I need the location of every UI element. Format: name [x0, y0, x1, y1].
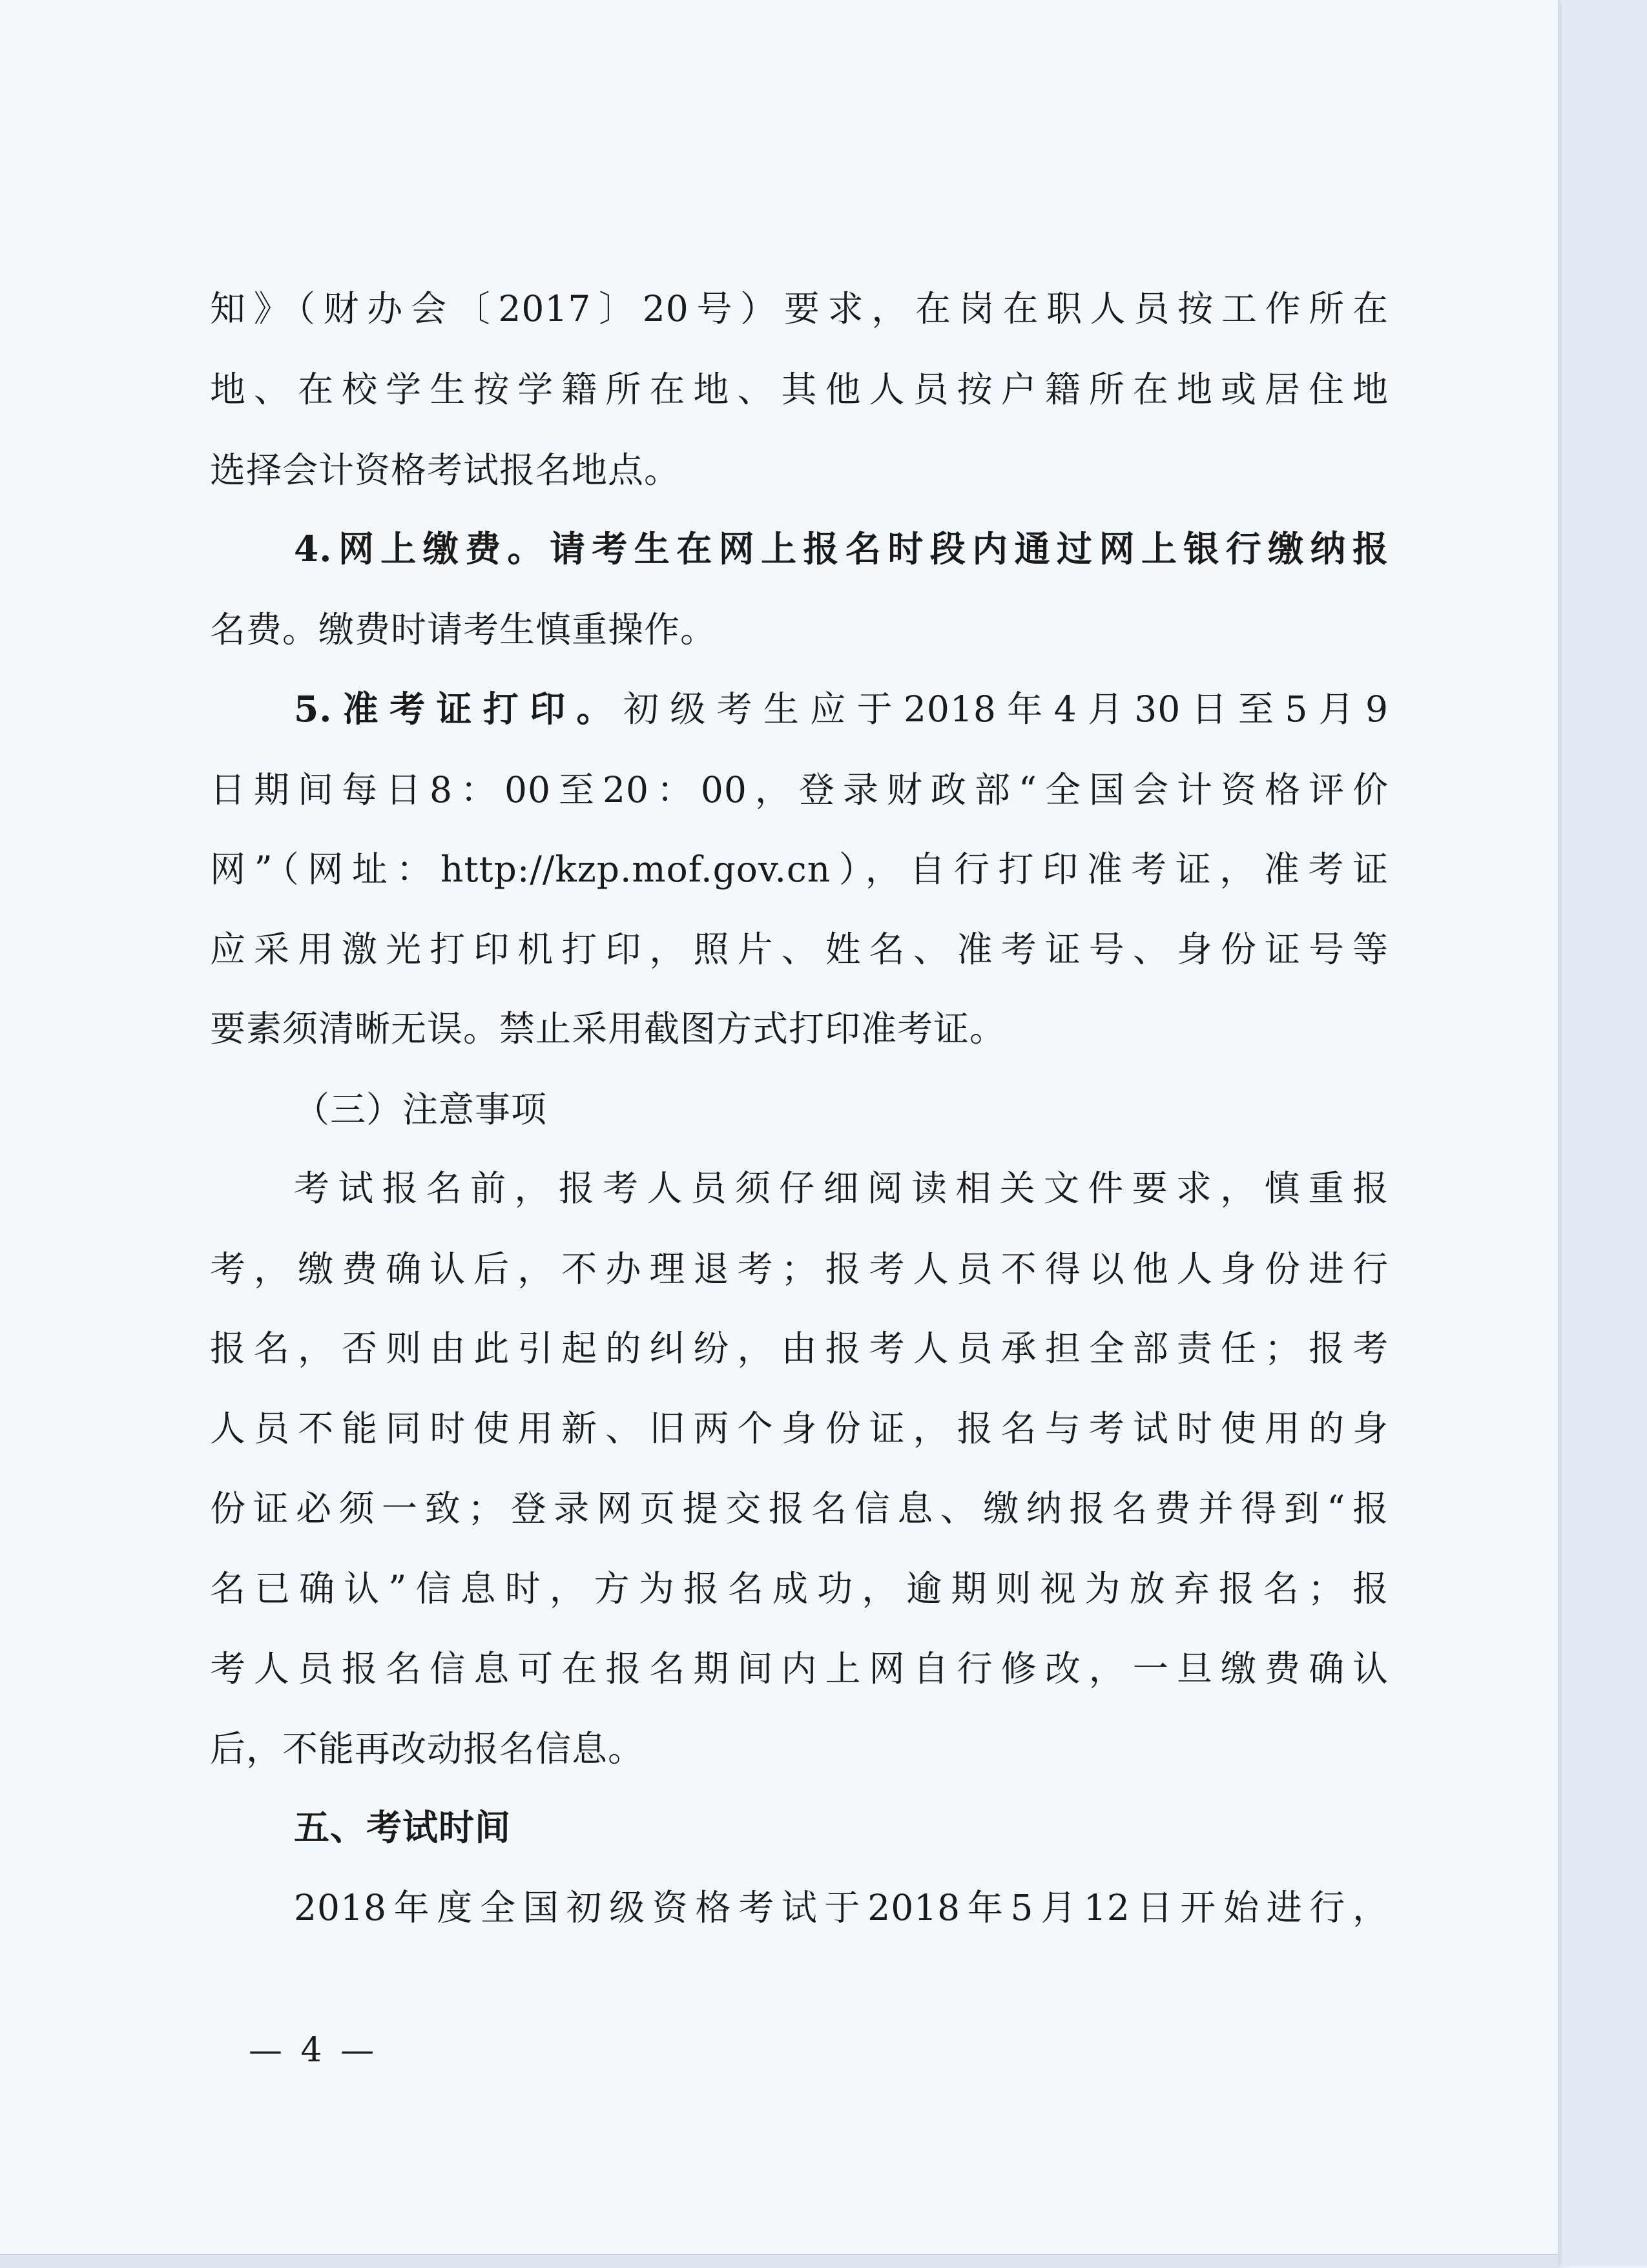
- body-text-line: 地、在校学生按学籍所在地、其他人员按户籍所在地或居住地: [210, 369, 1389, 410]
- body-text-line: 2018年度全国初级资格考试于2018年5月12日开始进行，: [294, 1887, 1389, 1928]
- body-text-line: 知》（财办会〔2017〕20号）要求，在岗在职人员按工作所在: [210, 288, 1389, 329]
- body-text-line: 人员不能同时使用新、旧两个身份证，报名与考试时使用的身: [210, 1408, 1389, 1449]
- body-text-line: 后，不能再改动报名信息。: [210, 1728, 645, 1769]
- item-heading: 4.网上缴费。: [294, 528, 550, 570]
- body-text-line: 名费。缴费时请考生慎重操作。: [210, 609, 717, 650]
- body-text-line: 网”（网址：http://kzp.mof.gov.cn），自行打印准考证，准考证: [210, 849, 1389, 890]
- section-heading-exam-time: 五、考试时间: [294, 1806, 512, 1848]
- body-text-line: 考，缴费确认后，不办理退考；报考人员不得以他人身份进行: [210, 1248, 1389, 1290]
- body-text-line: 名已确认”信息时，方为报名成功，逾期则视为放弃报名；报: [210, 1568, 1389, 1609]
- item-heading: 5.准考证打印。: [294, 688, 623, 730]
- item-4-online-payment: [294, 523, 1389, 575]
- page-bottom-edge: [0, 2254, 1558, 2268]
- body-text-line: 选择会计资格考试报名地点。: [210, 449, 681, 491]
- section-heading-notes: （三）注意事项: [294, 1089, 548, 1130]
- body-text-line: 报名，否则由此引起的纠纷，由报考人员承担全部责任；报考: [210, 1328, 1389, 1369]
- body-text-line: 考试报名前，报考人员须仔细阅读相关文件要求，慎重报: [294, 1168, 1389, 1209]
- body-text-line: 考人员报名信息可在报名期间内上网自行修改，一旦缴费确认: [210, 1648, 1389, 1689]
- body-text-line: 日期间每日8：00至20：00，登录财政部“全国会计资格评价: [210, 769, 1389, 810]
- online-payment-heading: [294, 528, 1389, 570]
- page-number: — 4 —: [249, 2031, 378, 2070]
- item-5-admission-ticket: [294, 683, 1389, 735]
- body-text-line: 份证必须一致；登录网页提交报名信息、缴纳报名费并得到“报: [210, 1488, 1389, 1529]
- scanner-margin: [1562, 0, 1647, 2267]
- body-text-line: 应采用激光打印机打印，照片、姓名、准考证号、身份证号等: [210, 929, 1389, 970]
- body-text-line: 要素须清晰无误。禁止采用截图方式打印准考证。: [210, 1008, 1006, 1049]
- item-text: 请考生在网上报名时段内通过网上银行缴纳报: [549, 528, 1389, 570]
- item-text: 初级考生应于2018年4月30日至5月9: [623, 688, 1389, 730]
